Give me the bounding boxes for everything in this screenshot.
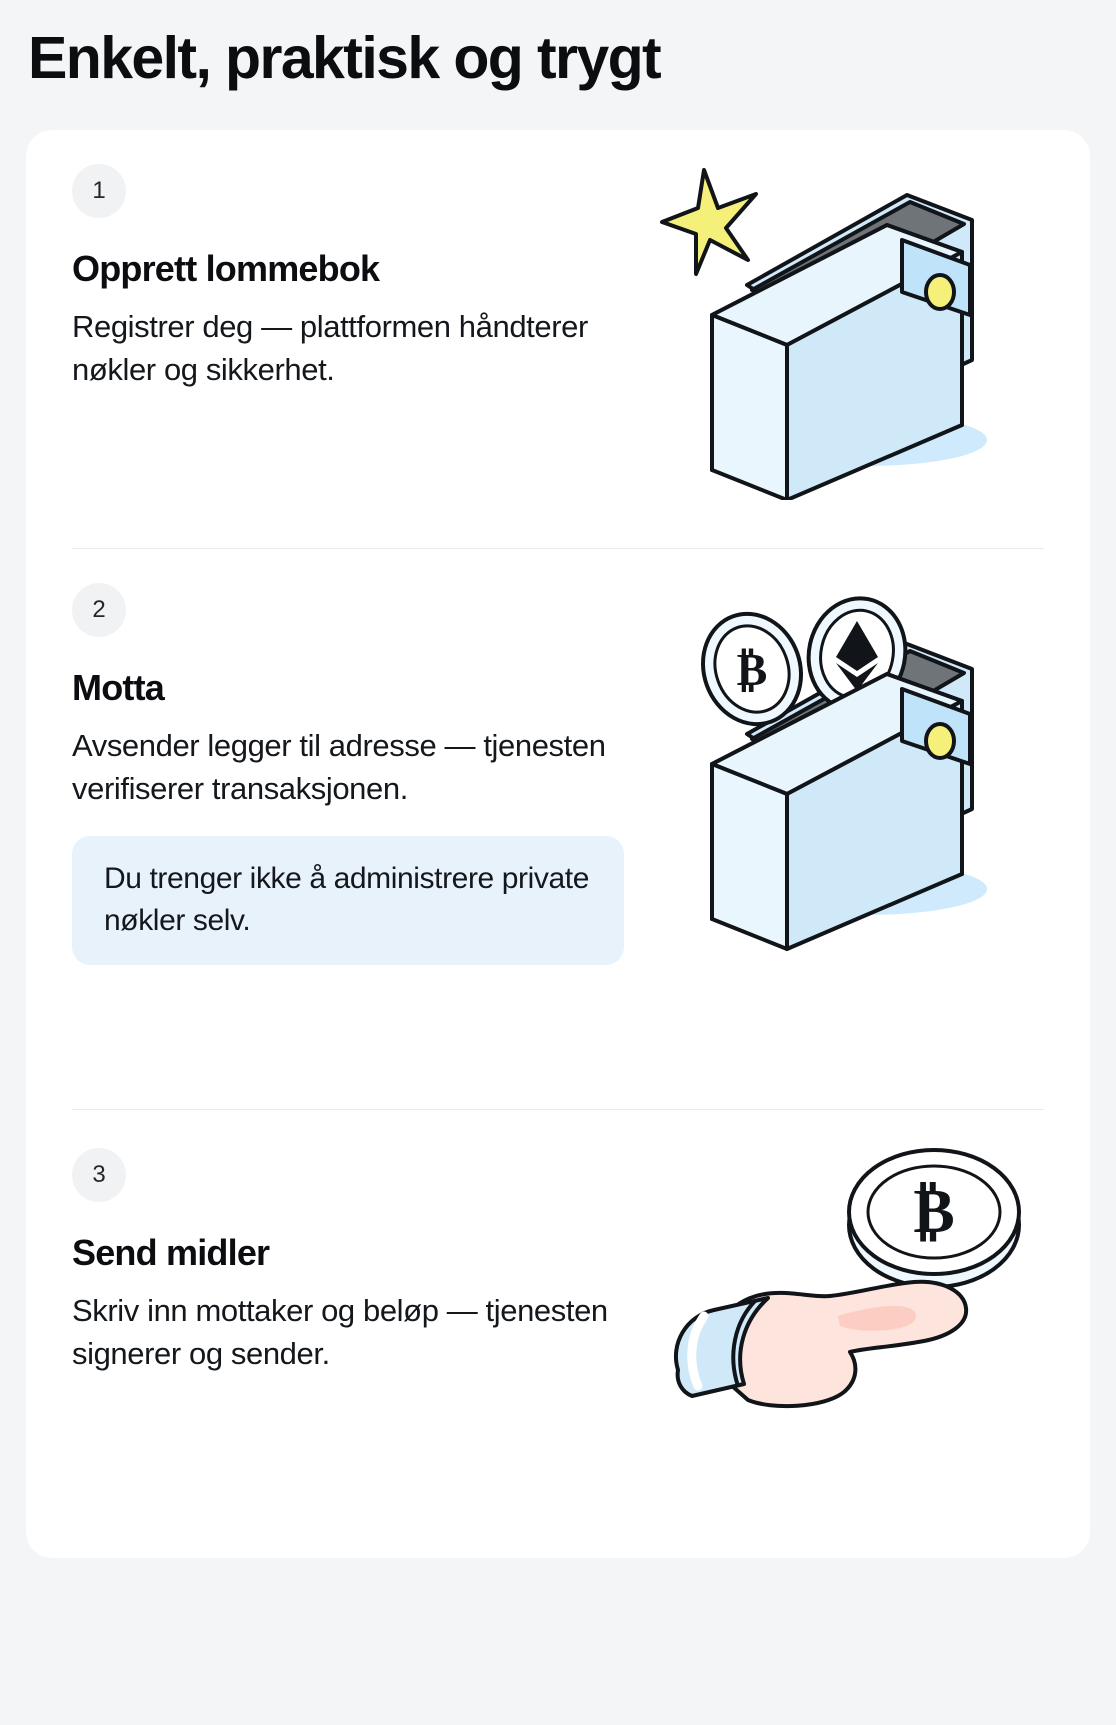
- step-number-badge: 1: [72, 164, 126, 218]
- step-description: Skriv inn mottaker og beløp — tjenesten signerer og sender.: [72, 1292, 608, 1371]
- step-text-block: [72, 130, 652, 392]
- step-note: Du trenger ikke å administrere private nøkler selv.: [72, 836, 624, 965]
- step-item: [26, 130, 1090, 548]
- wallet-with-coins-icon: [652, 549, 1052, 959]
- step-title: Send midler: [72, 1231, 270, 1273]
- hand-holding-bitcoin-icon: [652, 1110, 1052, 1420]
- step-text-block: [72, 1110, 652, 1376]
- step-title: Opprett lommebok: [72, 247, 380, 289]
- svg-text:₿: ₿: [736, 643, 768, 695]
- page-root: [0, 25, 1116, 1725]
- steps-card: [26, 130, 1090, 1558]
- step-title: Motta: [72, 666, 164, 708]
- page-title: Enkelt, praktisk og trygt: [28, 25, 661, 91]
- step-description: Avsender legger til adresse — tjenesten verifiserer transaksjonen.: [72, 727, 606, 806]
- svg-text:₿: ₿: [913, 1177, 955, 1246]
- step-text-block: [72, 549, 652, 965]
- step-description: Registrer deg — plattformen håndterer nøkler og sikkerhet.: [72, 308, 588, 387]
- wallet-sparkle-icon: [652, 130, 1052, 500]
- step-item: [26, 1110, 1090, 1530]
- step-number-badge: 3: [72, 1148, 126, 1202]
- step-item: [26, 549, 1090, 1109]
- step-number-badge: 2: [72, 583, 126, 637]
